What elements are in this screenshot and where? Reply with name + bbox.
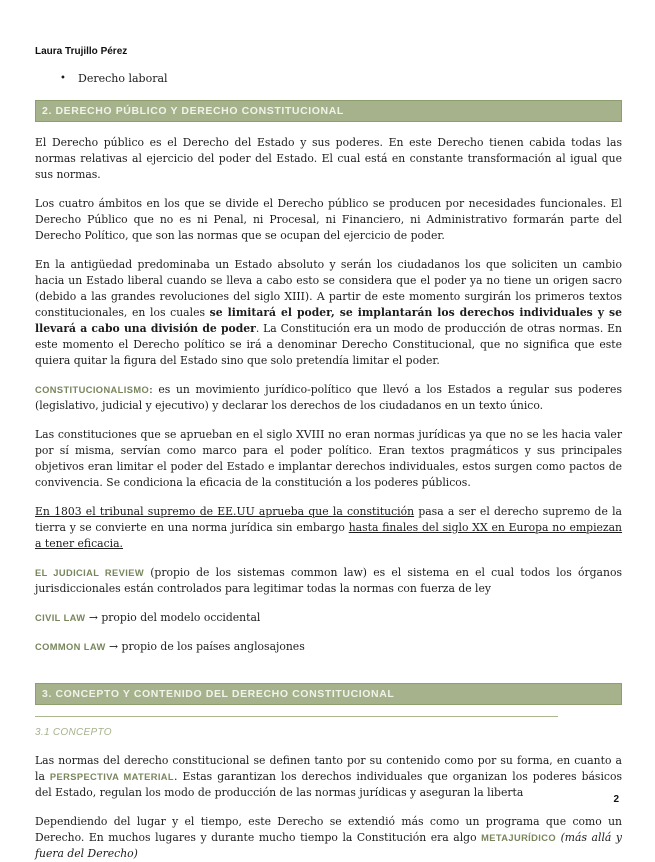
bullet-item-label: Derecho laboral bbox=[78, 72, 168, 85]
paragraph-1803: En 1803 el tribunal supremo de EE.UU aprueba que la constitución pasa a ser el derecho supremo de la tierra y se convierte en una norma jurídica sin embargo hasta finales del siglo XX en Europa no empiezan a tener eficacia. bbox=[35, 505, 622, 550]
paragraph-metajuridico: Dependiendo del lugar y el tiempo, este Derecho se extendió más como un programa que como un Derecho. En muchos lugares y durante mucho tiempo la Constitución era algo METAJURÍDICO (más allá y fuera del Derecho) bbox=[35, 815, 622, 860]
paragraph-constitucionalismo: CONSTITUCIONALISMO: es un movimiento jurídico-político que llevó a los Estados a regular sus poderes (legislativo, judicial y ejecutivo) y declarar los derechos de los ciudadanos en un texto único. bbox=[35, 383, 622, 412]
section-heading-3: 3. CONCEPTO Y CONTENIDO DEL DERECHO CONSTITUCIONAL bbox=[35, 683, 622, 705]
author-line: Laura Trujillo Pérez bbox=[35, 46, 128, 57]
paragraph-normas-definicion: Las normas del derecho constitucional se definen tanto por su contenido como por su forma, en cuanto a la PERSPECTIVA MATERIAL. Estas garantizan los derechos individuales que organizan los poderes básicos del Estado, regulan los modo de producción de las normas jurídicas y aseguran la liberta bbox=[35, 754, 623, 799]
paragraph-civil-law: CIVIL LAW → propio del modelo occidental bbox=[35, 611, 261, 624]
bullet-icon: • bbox=[60, 73, 66, 84]
subsection-heading-3-1 bbox=[35, 716, 558, 738]
paragraph-constituciones-xviii: Las constituciones que se aprueban en el siglo XVIII no eran normas jurídicas ya que no se les hacia valer por sí misma, servían como marco para el poder político. Eran textos pragmáticos y sus principales objetivos eran limitar el poder del Estado e implantar derechos individuales, estos surgen como pactos de convivencia. Se condiciona la eficacia de la constitución a los poderes públicos. bbox=[35, 428, 622, 489]
paragraph-derecho-publico: El Derecho público es el Derecho del Estado y sus poderes. En este Derecho tienen cabida todas las normas relativas al ejercicio del poder del Estado. El cual está en constante transformación al igual que sus normas. bbox=[35, 136, 622, 181]
paragraph-judicial-review: EL JUDICIAL REVIEW (propio de los sistemas common law) es el sistema en el cual todos los órganos jurisdiccionales están controlados para legitimar todas la normas con fuerza de ley bbox=[35, 566, 622, 595]
section-heading-2: 2. DERECHO PÚBLICO Y DERECHO CONSTITUCIONAL bbox=[35, 100, 622, 122]
paragraph-antiguedad: En la antigüedad predominaba un Estado absoluto y serán los ciudadanos los que soliciten un cambio hacia un Estado liberal cuando se lleva a cabo esto se considera que el poder ya no tiene un origen sacro (debido a las grandes revoluciones del siglo XIII). A partir de este momento surgirán los primeros textos constitucionales, en los cuales se limitará el poder, se implantarán los derechos individuales y se llevará a cabo una división de poder. La Constitución era un modo de producción de otras normas. En este momento el Derecho político se irá a denominar Derecho Constitucional, que no significa que este quiera quitar la figura del Estado sino que solo pretendía limitar el poder. bbox=[35, 258, 622, 367]
page-number: 2 bbox=[613, 794, 619, 805]
paragraph-common-law: COMMON LAW → propio de los países anglosajones bbox=[35, 640, 305, 653]
bullet-list-item bbox=[60, 72, 622, 85]
paragraph-cuatro-ambitos: Los cuatro ámbitos en los que se divide el Derecho público se producen por necesidades funcionales. El Derecho Público que no es ni Penal, ni Procesal, ni Financiero, ni Administrativo formarán parte del Derecho Político, que son las normas que se ocupan del ejercicio de poder. bbox=[35, 197, 622, 242]
subsection-heading-label: 3.1 CONCEPTO bbox=[35, 727, 112, 738]
